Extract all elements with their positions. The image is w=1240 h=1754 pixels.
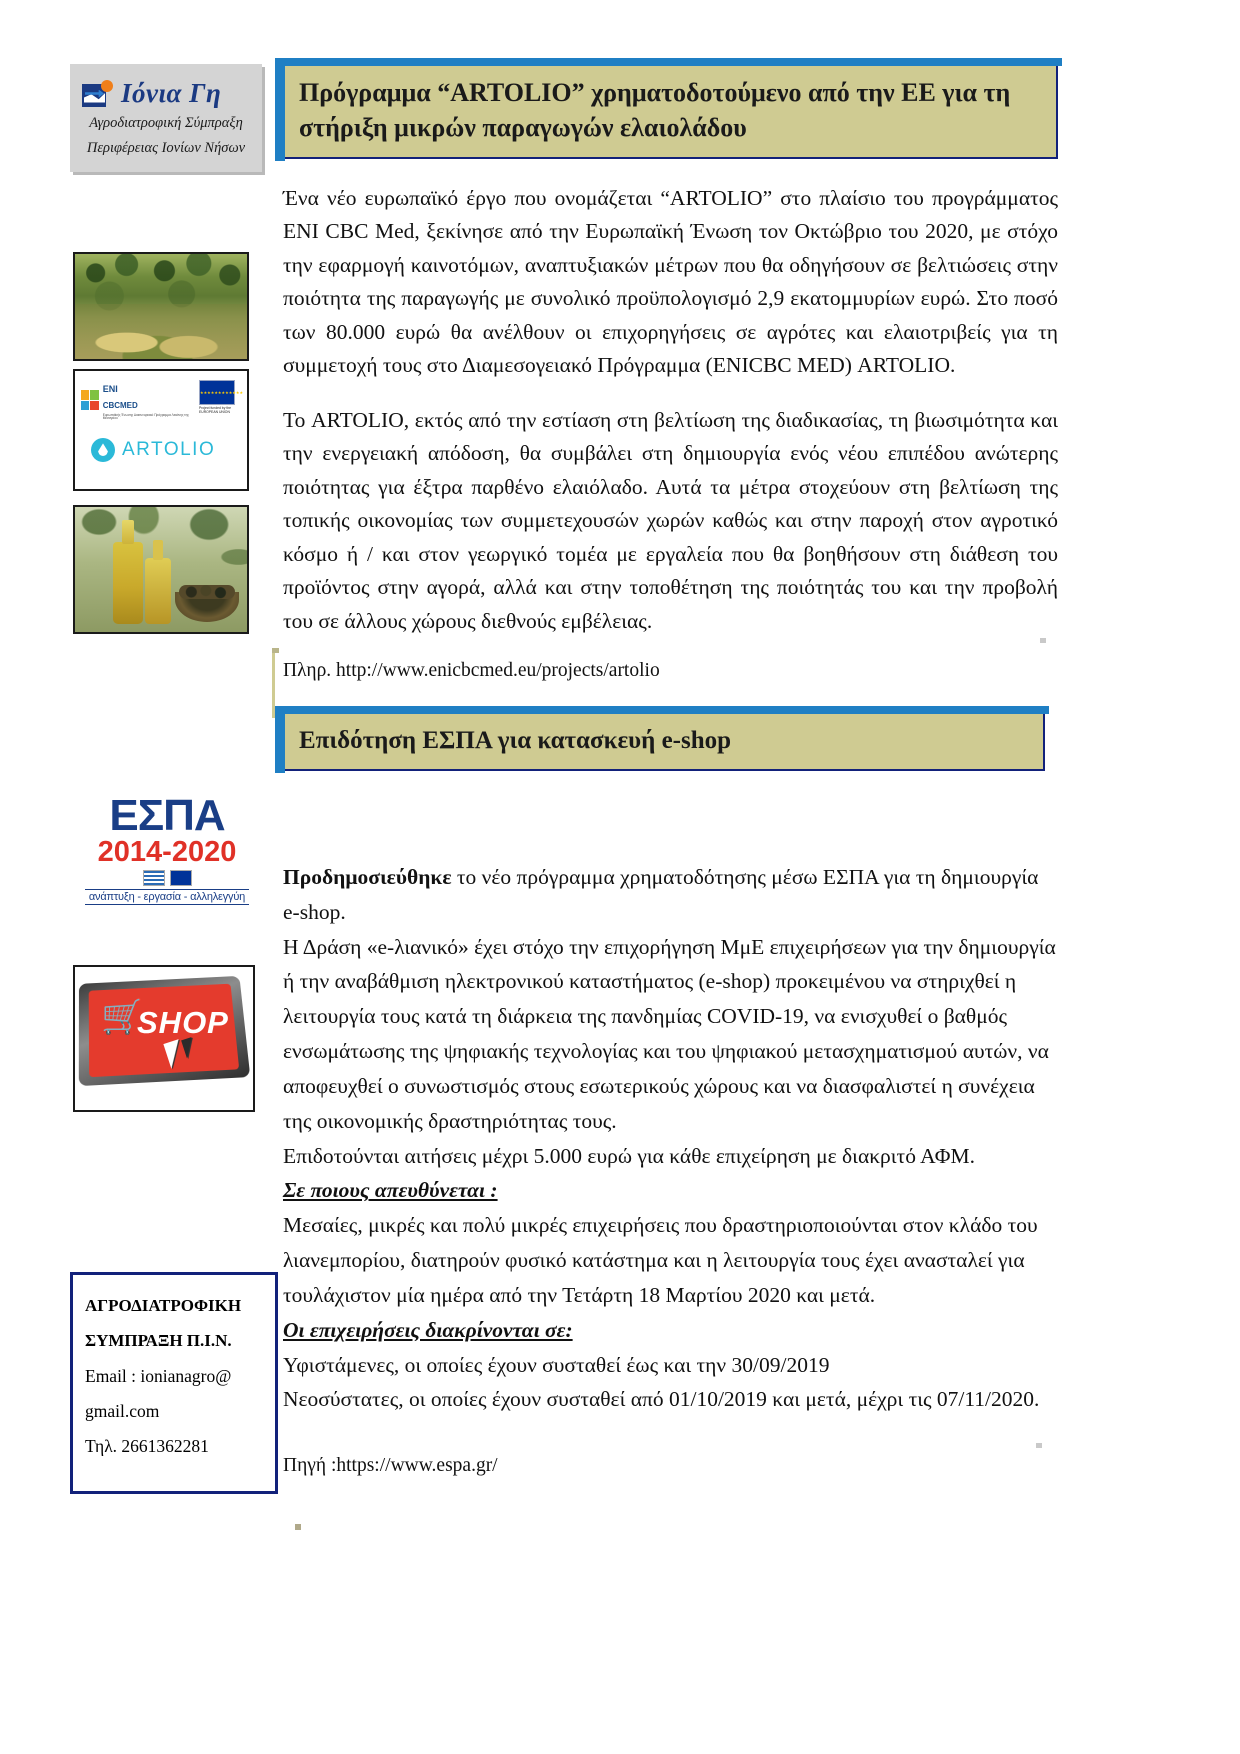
- page-artifact: [1040, 638, 1046, 643]
- greek-flag-icon: [143, 870, 165, 886]
- eni-cbc-med-artolio-logo: [73, 369, 249, 491]
- contact-email-line-1: Email : ionianagro@: [85, 1365, 232, 1386]
- article-2-intro: [283, 860, 1058, 930]
- shopping-cart-icon: 🛒: [101, 999, 144, 1036]
- article-2-paragraph-3: Μεσαίες, μικρές και πολύ μικρές επιχειρήσεις που δραστηριοποιούνται στον κλάδο του λιανεμπορίου, διατηρούν φυσικό κατάστημα και η λειτουργία τους έχει ανασταλεί για τουλάχιστον μία ημέρα από την Τετάρτη 18 Μαρτίου 2020 και μετά.: [283, 1213, 1038, 1307]
- artolio-wordmark: ARTOLIO: [122, 439, 216, 461]
- page-artifact: [1036, 1443, 1042, 1448]
- logo-row: [70, 64, 262, 109]
- eni-squares-icon: [81, 390, 99, 410]
- eu-flag-icon-small: [170, 870, 192, 886]
- olive-oil-image: [73, 505, 249, 634]
- olive-harvest-image: [73, 252, 249, 361]
- organization-logo: [70, 64, 262, 172]
- ionia-gi-emblem-icon: [82, 80, 114, 108]
- article-2-paragraph-4: Υφιστάμενες, οι οποίες έχουν συσταθεί έως και την 30/09/2019: [283, 1352, 830, 1377]
- eu-flag-icon: ★★★★★★★★★★★★: [199, 380, 235, 405]
- contact-phone: Τηλ. 2661362281: [85, 1435, 209, 1456]
- article-2-intro-rest: το νέο πρόγραμμα χρηματοδότησης μέσω ΕΣΠΑ για τη δημιουργία e-shop.: [283, 865, 1039, 924]
- contact-org-line-1: ΑΓΡΟΔΙΑΤΡΟΦΙΚΗ: [85, 1296, 242, 1315]
- article-1-heading: Πρόγραμμα “ARTOLIO” χρηματοδοτούμενο από την ΕΕ για τη στήριξη μικρών παραγωγών ελαιολάδου: [299, 78, 1011, 142]
- espa-flags: [143, 870, 192, 886]
- article-2-body: [283, 860, 1058, 1417]
- article-2-paragraph-5: Νεοσύστατες, οι οποίες έχουν συσταθεί από 01/10/2019 και μετά, μέχρι τις 07/11/2020.: [283, 1387, 1040, 1412]
- article-2-subheading-2: Οι επιχειρήσεις διακρίνονται σε:: [283, 1317, 573, 1342]
- article-1-paragraph-2: Το ARTOLIO, εκτός από την εστίαση στη βελτίωση της διαδικασίας, τη βιωσιμότητα και την ενεργειακή απόδοση, θα συμβάλει στη δημιουργία ενός νέου επιπέδου ανώτερης ποιότητας για έξτρα παρθένο ελαιόλαδο. Αυτά τα μέτρα στοχεύουν στη βελτίωση της τοπικής οικονομίας των συμμετεχουσών χωρών καθώς και στην παροχή στον αγροτικό κόσμο ή / και στον γεωργικό τομέα με εργαλεία που θα βοηθήσουν στη διάθεση του προϊόντος στην αγορά, αλλά και στην τοποθέτηση της ποιότητάς του και την προβολή του σε άλλους χώρους διεθνούς εμβέλειας.: [283, 408, 1058, 633]
- eni-label-line-2: CBCMED: [102, 401, 138, 410]
- article-2-source-link[interactable]: Πηγή :https://www.espa.gr/: [283, 1455, 498, 1476]
- espa-logo-image: [73, 793, 261, 915]
- article-1-info-link[interactable]: Πληρ. http://www.enicbcmed.eu/projects/artolio: [283, 660, 660, 681]
- article-2-heading-banner: [283, 712, 1045, 771]
- contact-email-line-2: gmail.com: [85, 1400, 160, 1421]
- logo-title: Ιόνια Γη: [121, 78, 222, 108]
- shop-label: SHOP: [137, 1005, 229, 1040]
- logo-subtitle-line-2: Περιφέρειας Ιονίων Νήσων: [86, 140, 246, 157]
- article-2-paragraph-1: Η Δράση «e-λιανικό» έχει στόχο την επιχορήγηση ΜμΕ επιχειρήσεων για την δημιουργία ή την αναβάθμιση ηλεκτρονικού καταστήματος (e-shop) προκειμένου να στηριχθεί η λειτουργία τους κατά τη διάρκεια της πανδημίας COVID-19, να ενισχυθεί ο βαθμός ενσωμάτωσης της ψηφιακής τεχνολογίας και του ψηφιακού μετασχηματισμού αυτών, να αποφευχθεί ο συνωστισμός στους εσωτερικούς χώρους και να διασφαλιστεί η συνέχεια της οικονομικής δραστηριότητας τους.: [283, 934, 1056, 1133]
- eu-funding-caption: Project funded by the EUROPEAN UNION: [199, 406, 232, 415]
- article-2-heading: Επιδότηση ΕΣΠΑ για κατασκευή e-shop: [299, 727, 732, 754]
- logo-subtitle-line-1: Αγροδιατροφική Σύμπραξη: [89, 115, 243, 131]
- contact-box: [70, 1272, 278, 1494]
- espa-years: 2014-2020: [97, 835, 237, 868]
- article-1-heading-banner: [283, 64, 1058, 159]
- article-2-intro-bold: Προδημοσιεύθηκε: [283, 865, 452, 889]
- article-1-paragraph-1: Ένα νέο ευρωπαϊκό έργο που ονομάζεται “ARTOLIO” στο πλαίσιο του προγράμματος ENI CBC Med, ξεκίνησε από την Ευρωπαϊκή Ένωση τον Οκτώβριο του 2020, με στόχο την εφαρμογή καινοτόμων, αναπτυξιακών μέτρων που θα οδηγήσουν σε βελτιώσεις στην ποιότητα της παραγωγής με συνολικό προϋπολογισμό 2,9 εκατομμυρίων ευρώ. Στο ποσό των 80.000 ευρώ θα ανέλθουν οι επιχορηγήσεις σε αγρότες και ελαιοτριβείς για τη συμμετοχή τους στο Διαμεσογειακό Πρόγραμμα (ENICBC MED) ARTOLIO.: [283, 186, 1058, 378]
- eshop-button-image: [73, 965, 255, 1112]
- eni-label-line-3: Ευρωπαϊκής Ένωσης Διασυνοριακό Πρόγραμμα Λεκάνης της Μεσογείου: [102, 413, 189, 421]
- eni-label-line-1: ENI: [102, 384, 118, 394]
- contact-org-line-2: ΣΥΜΠΡΑΞΗ Π.Ι.Ν.: [85, 1330, 232, 1350]
- article-2-subheading-1: Σε ποιους απευθύνεται :: [283, 1178, 498, 1203]
- espa-wordmark: ΕΣΠΑ: [109, 793, 225, 840]
- article-2-paragraph-2: Επιδοτούνται αιτήσεις μέχρι 5.000 ευρώ για κάθε επιχείρηση με διακριτό ΑΦΜ.: [283, 1143, 975, 1168]
- page-artifact: [295, 1524, 301, 1530]
- espa-tagline: ανάπτυξη - εργασία - αλληλεγγύη: [85, 889, 249, 905]
- artolio-droplet-icon: [91, 438, 115, 462]
